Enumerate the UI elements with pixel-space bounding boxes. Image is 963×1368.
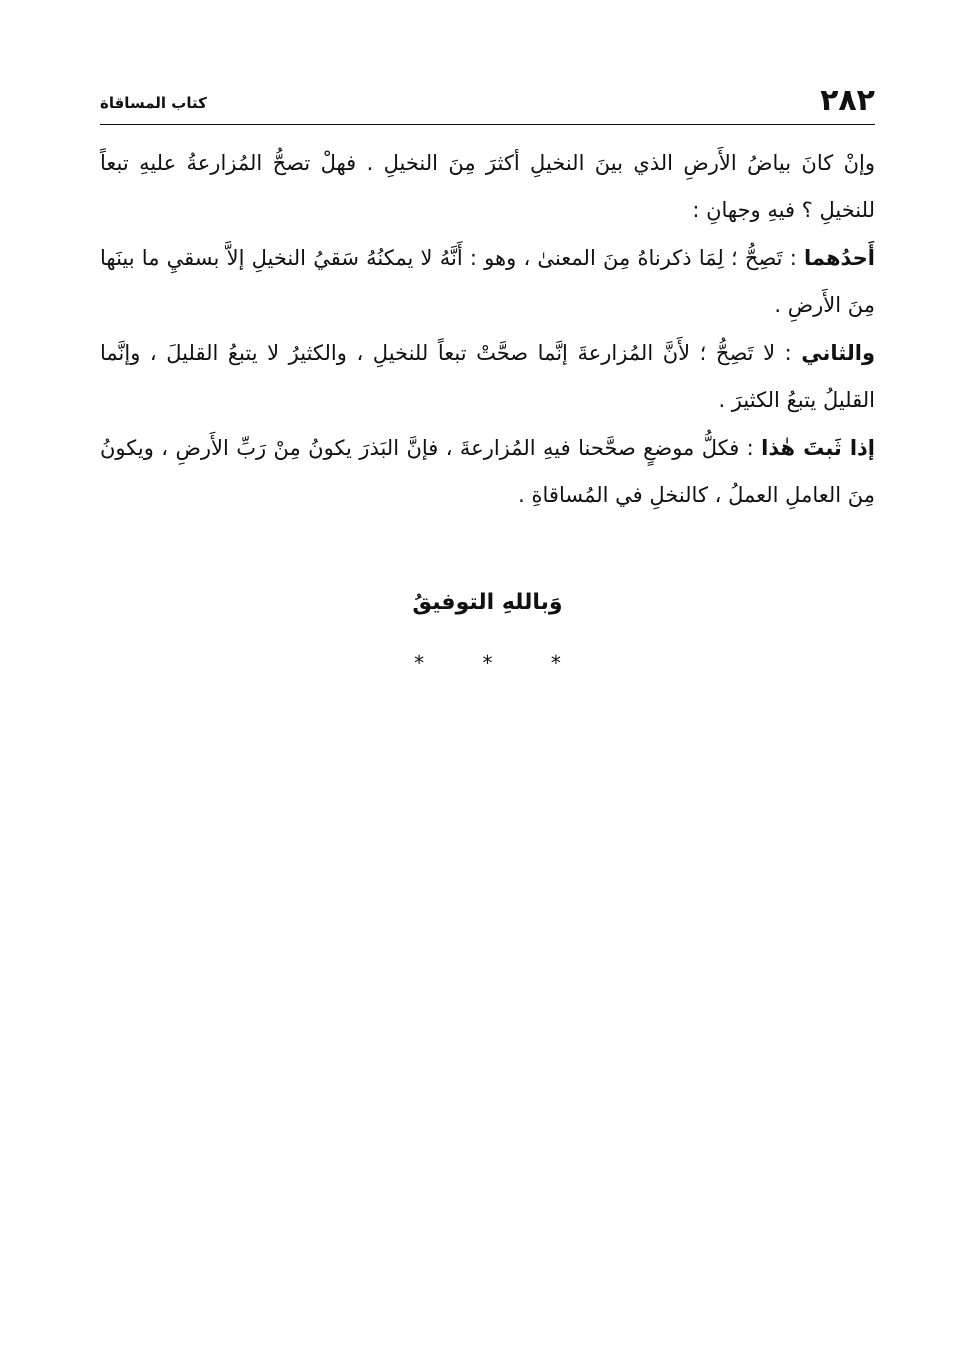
paragraph-text: : فكلُّ موضعٍ صحَّحنا فيهِ المُزارعةَ ، فإنَّ البَذرَ يكونُ مِنْ رَبِّ الأَرضِ ، ويكونُ مِنَ العاملِ العملُ ، كالنخلِ في المُساقاةِ . [100, 436, 875, 507]
paragraph-1 [100, 140, 875, 234]
page-number: ٢٨٢ [820, 83, 875, 118]
closing-formula: وَباللهِ التوفيقُ [412, 590, 563, 615]
paragraph-3 [100, 330, 875, 424]
section-ornament: * * * [414, 651, 587, 675]
paragraph-text: : تَصِحُّ ؛ لِمَا ذكرناهُ مِنَ المعنىٰ ، وهو : أَنَّهُ لا يمكنُهُ سَقيُ النخيلِ إلاَّ بسقيِ ما بينَها مِنَ الأَرضِ . [100, 246, 875, 317]
paragraph-text: وإنْ كانَ بياضُ الأَرضِ الذي بينَ النخيلِ أكثرَ مِنَ النخيلِ . فهلْ تصحُّ المُزارعةُ عليهِ تبعاً للنخيلِ ؟ فيهِ وجهانِ : [100, 151, 875, 222]
running-title: كتاب المساقاة [100, 94, 207, 112]
paragraph-2 [100, 235, 875, 329]
body-text [100, 140, 875, 519]
paragraph-lead: والثاني [801, 341, 875, 365]
paragraph-lead: إذا ثَبتَ هٰذا [761, 436, 876, 460]
paragraph-text: : لا تَصِحُّ ؛ لأَنَّ المُزارعةَ إنَّما صحَّتْ تبعاً للنخيلِ ، والكثيرُ لا يتبعُ القليلَ ، وإنَّما القليلُ يتبعُ الكثيرَ . [100, 341, 875, 412]
running-head [100, 82, 875, 125]
paragraph-4 [100, 425, 875, 519]
paragraph-lead: أَحدُهما [804, 246, 875, 270]
